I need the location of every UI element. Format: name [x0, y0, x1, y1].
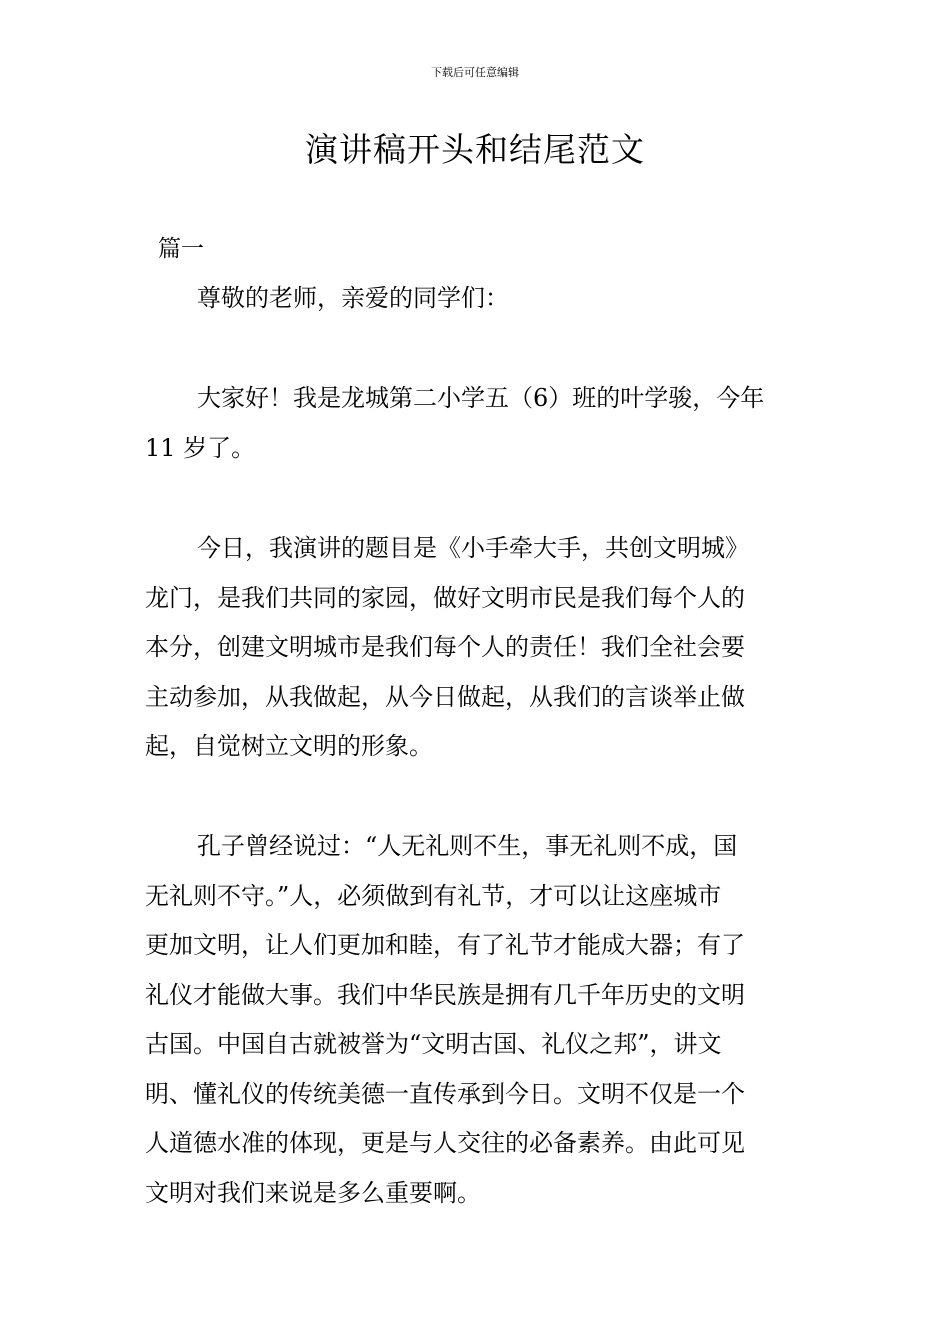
- paragraph-line: 文明对我们来说是多么重要啊。: [145, 1178, 481, 1207]
- paragraph-topic: [145, 524, 809, 772]
- paragraph-confucius: [145, 822, 809, 1218]
- paragraph-line: 龙门，是我们共同的家园，做好文明市民是我们每个人的: [145, 583, 745, 612]
- paragraph-salutation: [145, 274, 809, 324]
- paragraph-introduction: [145, 374, 809, 473]
- paragraph-line: 孔子曾经说过：“人无礼则不生，事无礼则不成，国: [197, 832, 738, 860]
- page-header-note: 下载后可任意编辑: [431, 66, 519, 79]
- paragraph-line: 更加文明，让人们更加和睦，有了礼节才能成大器；有了: [145, 931, 745, 959]
- paragraph-line: 尊敬的老师，亲爱的同学们：: [197, 284, 509, 312]
- paragraph-line: 无礼则不守。”人，必须做到有礼节，才可以让这座城市: [145, 881, 722, 910]
- document-title: 演讲稿开头和结尾范文: [305, 130, 645, 169]
- paragraph-line: 古国。中国自古就被誉为“文明古国、礼仪之邦”，讲文: [145, 1030, 722, 1058]
- paragraph-line: 起，自觉树立文明的形象。: [145, 732, 433, 760]
- paragraph-line: 11 岁了。: [145, 433, 256, 462]
- paragraph-line: 大家好！我是龙城第二小学五（6）班的叶学骏，今年: [197, 384, 765, 412]
- paragraph-line: 人道德水准的体现，更是与人交往的必备素养。由此可见: [145, 1129, 745, 1157]
- paragraph-line: 礼仪才能做大事。我们中华民族是拥有几千年历史的文明: [145, 980, 745, 1009]
- paragraph-line: 主动参加，从我做起，从今日做起，从我们的言谈举止做: [145, 682, 745, 711]
- section-label: 篇一: [158, 236, 204, 262]
- paragraph-line: 本分，创建文明城市是我们每个人的责任！我们全社会要: [145, 633, 745, 661]
- paragraph-line: 明、懂礼仪的传统美德一直传承到今日。文明不仅是一个: [145, 1079, 745, 1108]
- paragraph-line: 今日，我演讲的题目是《小手牵大手，共创文明城》: [197, 534, 749, 562]
